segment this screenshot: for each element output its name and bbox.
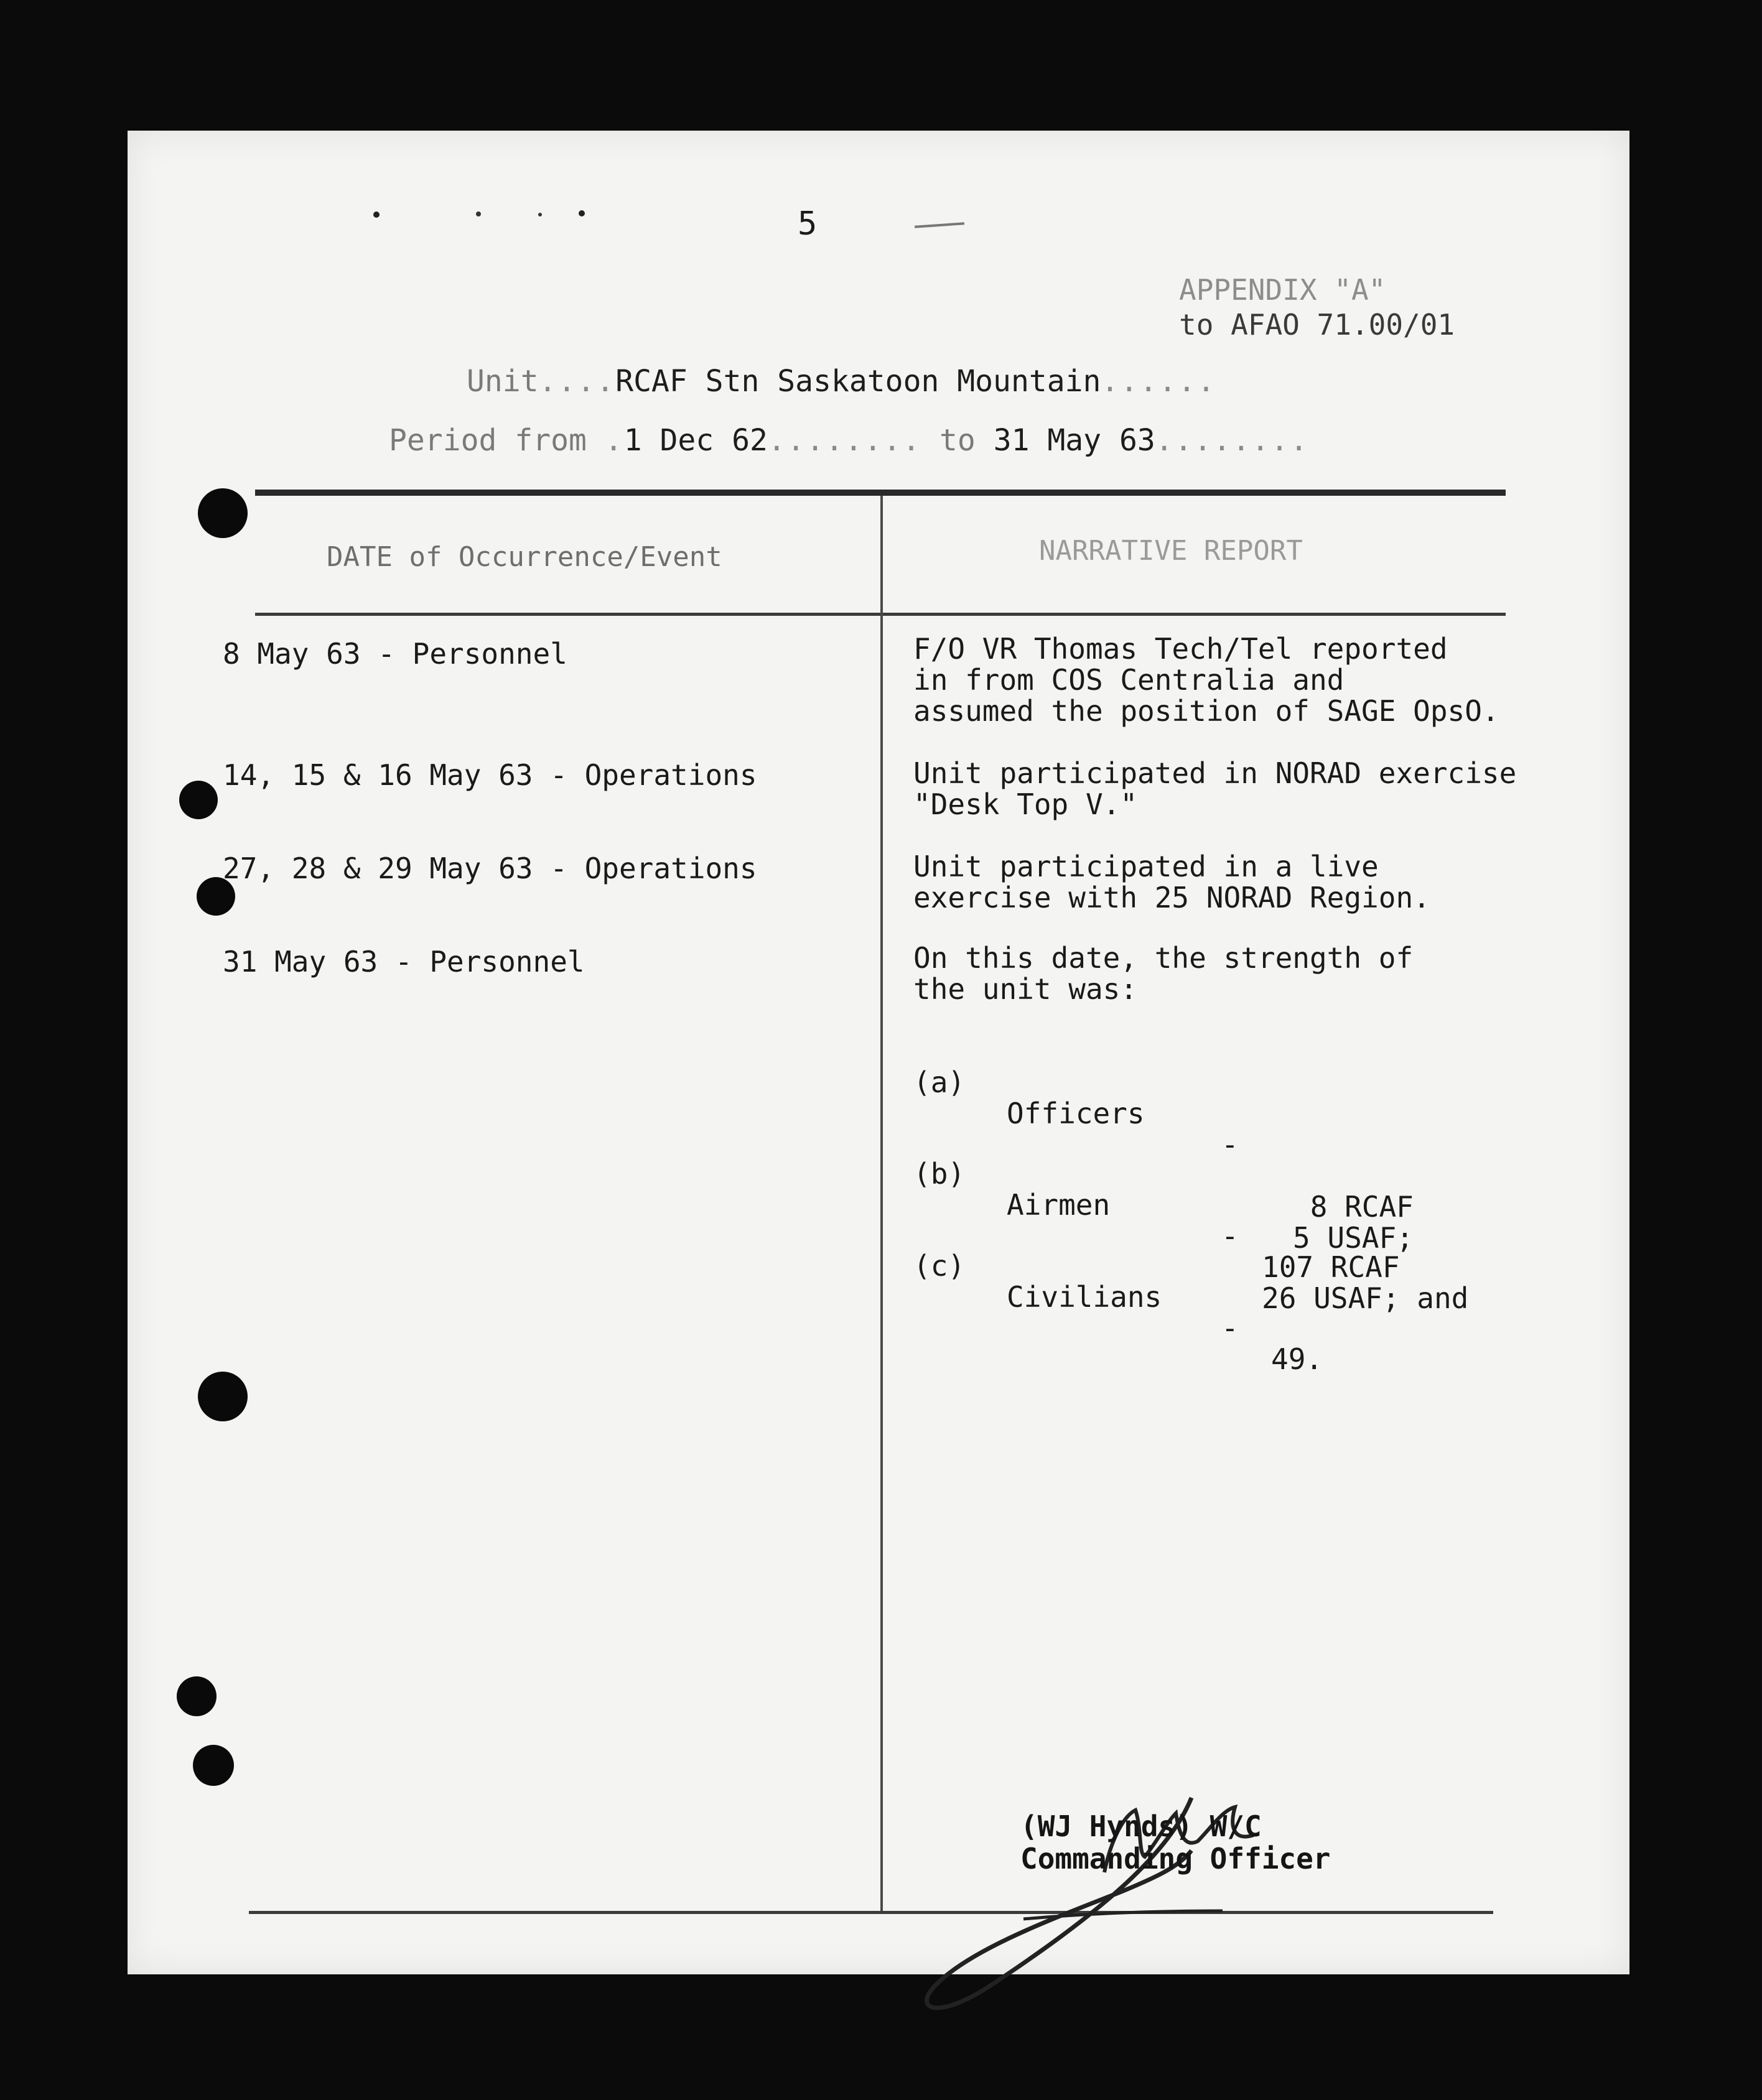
column-header-date: DATE of Occurrence/Event bbox=[327, 541, 722, 573]
speck bbox=[476, 211, 481, 216]
entry-date-3: 27, 28 & 29 May 63 - Operations bbox=[223, 852, 757, 885]
punch-hole bbox=[198, 488, 248, 538]
strength-letter: (b) bbox=[913, 1157, 966, 1191]
entry-narrative-3: Unit participated in a live exercise with 25 NORAD Region. bbox=[913, 850, 1430, 914]
entry-narrative-1: F/O VR Thomas Tech/Tel reported in from COS Centralia and assumed the position of SAGE OpsO. bbox=[913, 632, 1499, 728]
entry-narrative-2: Unit participated in NORAD exercise "Desk Top V." bbox=[913, 756, 1517, 821]
speck bbox=[373, 211, 380, 218]
strength-values: 49. bbox=[1271, 1342, 1323, 1376]
unit-line bbox=[467, 364, 1216, 399]
document-page bbox=[128, 131, 1629, 1974]
period-label: Period from bbox=[389, 423, 587, 458]
period-to-label: to bbox=[939, 423, 976, 458]
period-dots-2: ........ bbox=[767, 423, 922, 458]
punch-hole bbox=[198, 1372, 248, 1421]
punch-hole bbox=[193, 1745, 234, 1786]
column-divider bbox=[880, 496, 883, 1914]
speck bbox=[579, 210, 585, 216]
strength-dash: - bbox=[1221, 1311, 1239, 1345]
entry-date-1: 8 May 63 - Personnel bbox=[223, 637, 567, 671]
punch-hole bbox=[179, 781, 218, 819]
strength-dash: - bbox=[1221, 1128, 1239, 1161]
strength-values: 107 RCAF 26 USAF; and bbox=[1262, 1250, 1469, 1315]
unit-label: Unit bbox=[467, 364, 539, 399]
unit-trailing-dots: ...... bbox=[1101, 364, 1216, 399]
punch-hole bbox=[177, 1676, 217, 1716]
appendix-line-1: APPENDIX "A" bbox=[1179, 273, 1386, 307]
table-top-rule bbox=[255, 490, 1506, 496]
strength-letter: (c) bbox=[913, 1249, 966, 1283]
strength-category: Airmen bbox=[1007, 1188, 1111, 1222]
strength-values: 8 RCAF 5 USAF; bbox=[1293, 1190, 1414, 1255]
column-header-narrative: NARRATIVE REPORT bbox=[1039, 535, 1303, 567]
strength-category: Civilians bbox=[1007, 1280, 1162, 1314]
entry-date-2: 14, 15 & 16 May 63 - Operations bbox=[223, 758, 757, 792]
period-line bbox=[389, 423, 1309, 458]
period-to: 31 May 63 bbox=[993, 423, 1155, 458]
pen-mark bbox=[915, 222, 964, 228]
appendix-line-2: to AFAO 71.00/01 bbox=[1179, 308, 1455, 341]
handwritten-signature bbox=[899, 1748, 1347, 2034]
unit-value: RCAF Stn Saskatoon Mountain bbox=[615, 364, 1101, 399]
punch-hole bbox=[197, 877, 235, 916]
page-number: 5 bbox=[798, 205, 818, 243]
period-from: 1 Dec 62 bbox=[623, 423, 768, 458]
strength-category: Officers bbox=[1007, 1097, 1145, 1130]
signatory-name: (WJ Hynds) W/C bbox=[1020, 1810, 1262, 1843]
strength-row-civilians bbox=[913, 1219, 1323, 1406]
strength-dash: - bbox=[1221, 1219, 1239, 1253]
appendix-reference bbox=[1179, 272, 1455, 342]
signatory-title: Commanding Officer bbox=[1020, 1842, 1331, 1875]
speck bbox=[538, 213, 542, 216]
period-dots-1: . bbox=[604, 423, 624, 458]
period-dots-3: ........ bbox=[1155, 423, 1309, 458]
strength-letter: (a) bbox=[913, 1066, 966, 1099]
unit-dots: .... bbox=[538, 364, 616, 399]
entry-date-4: 31 May 63 - Personnel bbox=[223, 945, 585, 978]
entry-narrative-4: On this date, the strength of the unit was: bbox=[913, 941, 1414, 1006]
